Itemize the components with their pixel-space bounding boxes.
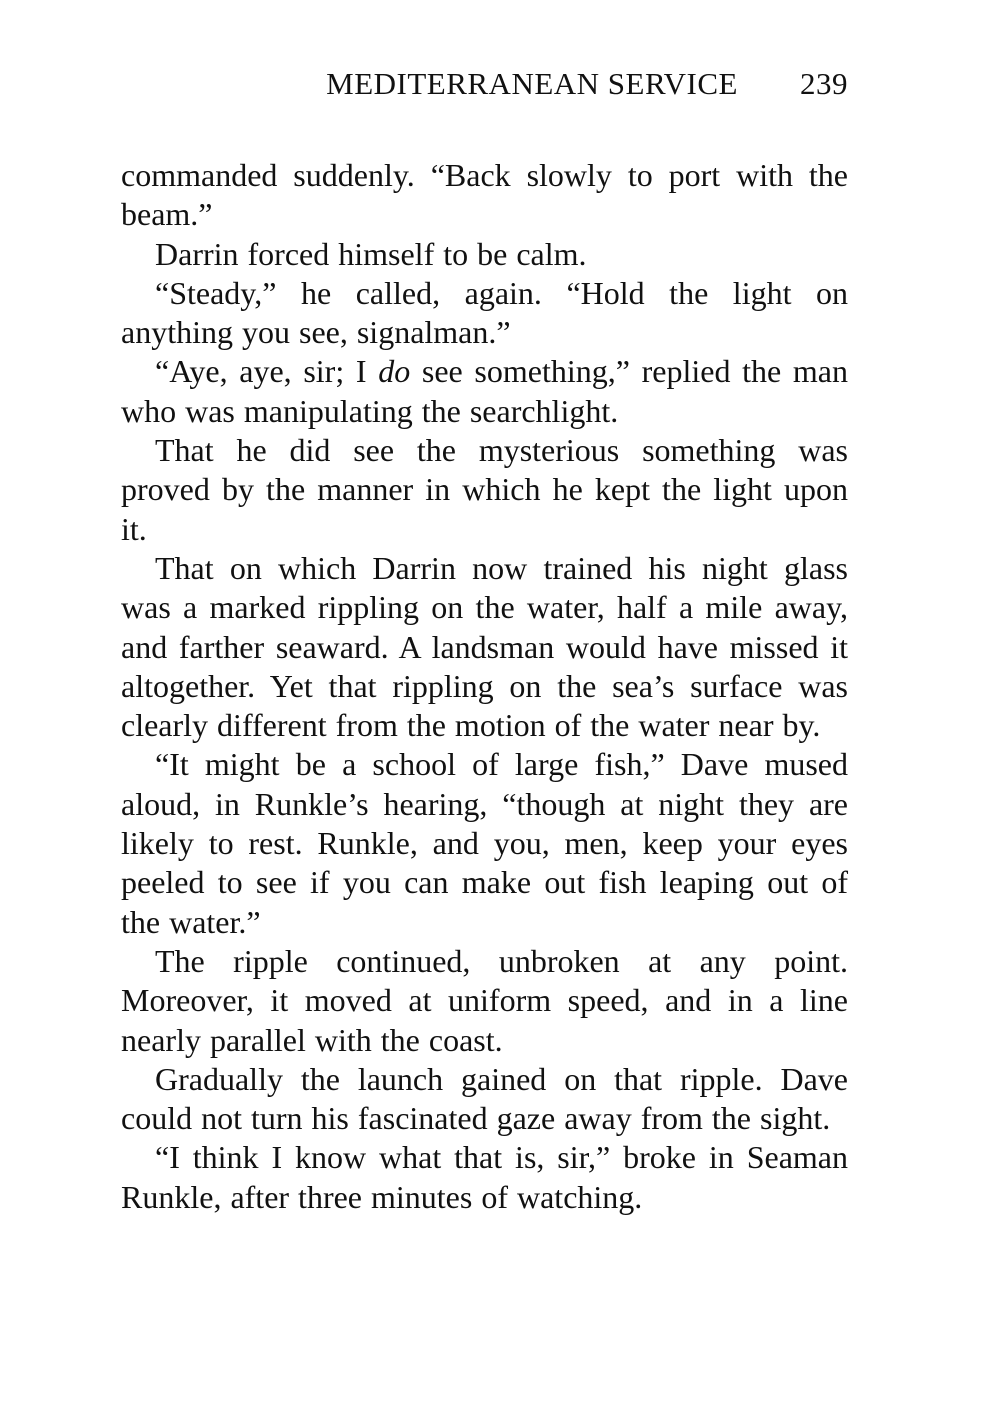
paragraph-3: “Steady,” he called, again. “Hold the light on anything you see, signalman.” xyxy=(121,274,848,351)
paragraph-4 xyxy=(121,352,848,431)
paragraph-4-before: “Aye, aye, sir; I xyxy=(155,353,379,390)
body-text xyxy=(121,156,848,1217)
paragraph-7: “It might be a school of large fish,” Dave mused aloud, in Runkle’s hearing, “though at night they are likely to rest. Runkle, and you, men, keep your eyes peeled to see if you can make out fish leaping out of the water.” xyxy=(121,746,848,940)
paragraph-8: The ripple continued, unbroken at any point. Moreover, it moved at uniform speed, and in a line nearly parallel with the coast. xyxy=(121,942,848,1058)
paragraph-2: Darrin forced himself to be calm. xyxy=(155,235,587,272)
paragraph-10: “I think I know what that is, sir,” broke in Seaman Runkle, after three minutes of watching. xyxy=(121,1139,848,1215)
paragraph-5: That he did see the mysterious something was proved by the manner in which he kept the light upon it. xyxy=(121,432,848,547)
paragraph-9: Gradually the launch gained on that ripple. Dave could not turn his fascinated gaze away from the sight. xyxy=(121,1060,848,1137)
running-head xyxy=(121,66,848,118)
running-head-title: MEDITERRANEAN SERVICE xyxy=(326,66,738,101)
paragraph-6: That on which Darrin now trained his night glass was a marked rippling on the water, half a mile away, and farther seaward. A landsman would have missed it altogether. Yet that rippling on the sea’s surface was clearly different from the motion of the water near by. xyxy=(121,549,848,744)
book-page xyxy=(121,66,848,1217)
page-number: 239 xyxy=(800,66,848,101)
paragraph-4-after: see something,” replied the man who was manipulating the searchlight. xyxy=(121,353,848,429)
emphasized-word: do xyxy=(378,353,411,390)
paragraph-1: commanded suddenly. “Back slowly to port with the beam.” xyxy=(121,157,848,233)
